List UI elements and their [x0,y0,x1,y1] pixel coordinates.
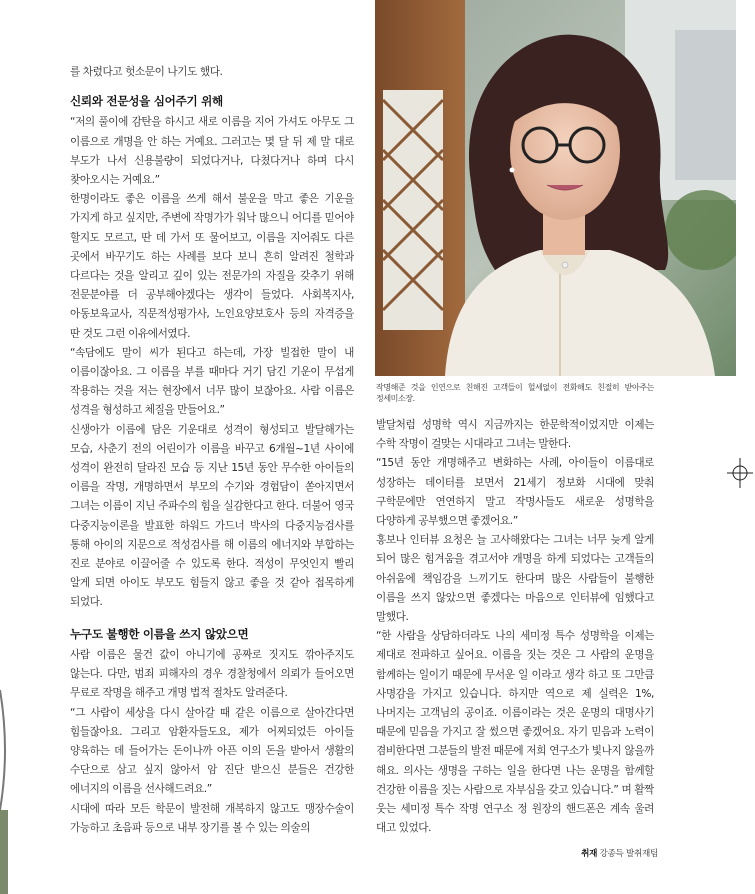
paragraph: “15년 동안 개명해주고 변화하는 사례, 아이들이 이름대로 성장하는 데이터를 보면서 21세기 정보화 시대에 맞춰 구학문에만 연연하지 말고 작명사들도 새로운 성명학을 다양하게 공부했으면 좋겠어요.” [376,457,654,528]
paragraph: “그 사람이 세상을 다시 살아갈 때 같은 이름으로 살아간다면 힘들잖아요. 그리고 암환자들도요, 제가 어찌되었든 아이들 양육하는 데 들어가는 돈이나까 아픈 이의 돈을 받아서 생활의 수단으로 삼고 싶지 않아서 암 진단 받으신 분들은 건강한 에너지의 이름을 선사해드려요.” [70,706,354,796]
portrait-photo [375,0,736,376]
left-text-column [70,63,354,873]
paragraph: 를 차렸다고 헛소문이 나기도 했다. [70,66,223,78]
section-heading: 누구도 불행한 이름을 쓰지 않았으면 [70,626,249,641]
paragraph: 사람 이름은 물건 값이 아니기에 공짜로 짓지도 깎아주지도 않는다. 다만, 범죄 피해자의 경우 경찰청에서 의뢰가 들어오면 무료로 작명을 해주고 개명 법적 절차도 알려준다. [70,648,354,700]
section-heading: 신뢰와 전문성을 심어주기 위해 [70,94,223,109]
paragraph: 시대에 따라 모든 학문이 발전해 개복하지 않고도 맹장수술이 가능하고 초음파 등으로 내부 장기를 볼 수 있는 의술의 [70,802,354,834]
facing-page-edge [0,560,14,894]
portrait-illustration [375,0,736,376]
photo-caption: 작명해준 것을 인연으로 친해진 고객들이 헐세없이 전화해도 친절히 받아주는 정세미소장. [376,383,654,403]
right-text-column [376,382,654,862]
paragraph: 신생아가 이름에 담은 기운대로 성격이 형성되고 발달해가는 모습, 사춘기 전의 어린이가 이름을 바꾸고 6개월~1년 사이에 성격이 완전히 달라진 모습 등 지난 15년 동안 무수한 아이들의 이름을 작명, 개명하면서 부모의 수기와 경험담이 쏟아지면서 그녀는 이름이 지닌 주파수의 힘을 실감한다고 한다. 더불어 영국 다중지능이론을 발표한 하워드 가드너 박사의 다중지능검사를 통해 아이의 지문으로 적성검사를 해 이름의 에너지와 부합하는 진로 분야로 이끌어줄 수 있도록 한다. 적성이 무엇인지 빨리 알게 되면 아이도 부모도 힘들지 않고 좋을 것 같아 접목하게 되었다. [70,423,354,609]
paragraph: “저의 풀이에 감탄을 하시고 새로 이름을 지어 가셔도 아무도 그 이름으로 개명을 안 하는 거예요. 그러고는 몇 달 뒤 제 말 대로 부도가 나서 신용불량이 되었다거나, 다쳤다거나 하며 다시 찾아오시는 거예요.” [70,116,354,187]
byline-label: 취재 [581,849,598,859]
paragraph: 한명이라도 좋은 이름을 쓰게 해서 불운을 막고 좋은 기운을 가지게 하고 싶지만, 주변에 작명가가 워낙 많으니 어디를 믿어야 할지도 모르고, 딴 데 가서 또 물어보고, 이름을 지어줘도 다른 곳에서 바꾸기도 하는 사례를 보다 보니 흔히 알려진 철학과 다르다는 것을 알리고 깊이 있는 전문가의 자질을 갖추기 위해 전문분야를 더 공부해야겠다는 생각이 들었다. 사회복지사, 아동보육교사, 직문적성평가사, 노인요양보호사 등의 자격증을 딴 것도 그런 이유에서였다. [70,193,354,340]
byline [581,847,658,859]
paragraph: 홍보나 인터뷰 요청은 늘 고사해왔다는 그녀는 너무 늦게 알게 되어 많은 힘겨움을 겪고서야 개명을 하게 되었다는 고객들의 아쉬움에 책임감을 느끼기도 한다며 많은 사람들이 불행한 이름을 쓰지 않았으면 좋겠다는 마음으로 인터뷰에 임했다고 말했다. [376,534,654,624]
paragraph: “속담에도 말이 씨가 된다고 하는데, 가장 빌접한 말이 내 이름이잖아요. 그 이름을 부를 때마다 거기 담긴 기운이 무섭게 작용하는 것을 저는 현장에서 너무 많이 보잖아요. 사람 이름은 성격을 형성하고 체질을 만들어요.” [70,346,354,417]
facing-page-edge-graphic [0,560,14,894]
paragraph: 발달처럼 성명학 역시 지금까지는 한문학적이었지만 이제는 수학 작명이 걸맞는 시대라고 그녀는 말한다. [376,419,654,451]
paragraph: “한 사람을 상담하더라도 나의 세미정 특수 성명학을 이제는 제대로 전파하고 싶어요. 이름을 짓는 것은 그 사람의 운명을 함께하는 일이기 때문에 무서운 일 이라고 생각 하고 또 그만큼 사명감을 가지고 있습니다. 하지만 역으로 제 실력은 1%, 나머지는 고객님의 공이죠. 이름이라는 것은 운명의 대명사기 때문에 믿음을 가지고 잘 썼으면 좋겠어요. 자기 믿음과 노력이 겸비한다면 그분들의 발전 때문에 저희 연구소가 빛나지 않을까 해요. 의사는 생명을 구하는 일을 한다면 나는 운명을 함께할 건강한 이름을 짓는 사람으로 자부심을 갖고 있습니다.” 며 활짝 웃는 세미정 특수 작명 연구소 정 원장의 핸드폰은 계속 울려 대고 있었다. [376,630,654,835]
byline-text: 강종득 발취재팀 [599,849,658,859]
crosshair-registration-mark-icon [727,458,753,488]
